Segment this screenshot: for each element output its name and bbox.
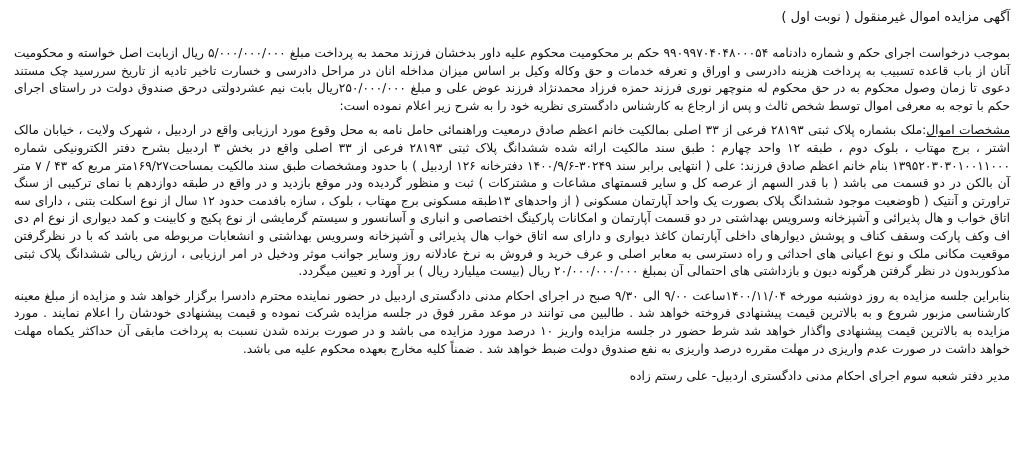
property-specifications-label: مشخصات اموال	[926, 123, 1010, 138]
title-spacer	[14, 28, 1010, 45]
auction-notice-document	[14, 0, 1010, 468]
paragraph-property-specifications	[14, 122, 1010, 280]
paragraph-judgment: بموجب درخواست اجرای حکم و شماره دادنامه ۹۹۰۹۹۷۰۴۰۴۸۰۰۰۵۴ حکم بر محکومیت محکوم علیه داور بدخشان فرزند محمد به پرداخت مبلغ ۵/۰۰۰/۰۰۰/۰۰۰ ریال ازبابت اصل خواسته و محکومیت آنان از باب قاعده تسبیب به پرداخت هزینه دادرسی و اوراق و تعرفه خدمات و حق وکاله وکیل بر اساس میزان مداخله انان در مراحل دادرسی و خسارت تاخیر تادیه از تاریخ سررسید چک مستند دعوی تا زمان وصول محکوم به در حق محکوم له منوچهر نوری فرزند حمزه فرزاد محمدنژاد فرزند عوض علی و مبلغ ۲۵۰/۰۰۰/۰۰۰ریال بابت نیم عشردولتی درحق صندوق دولت در راستای اجرای حکم با توجه به معرفی اموال توسط شخص ثالث و پس از ارجاع به کارشناس دادگستری نظریه خود را به شرح زیر اعلام نموده است:	[14, 46, 1011, 113]
document-title: آگهی مزایده اموال غیرمنقول ( نوبت اول )	[781, 10, 1010, 25]
signature-line: مدیر دفتر شعبه سوم اجرای احکام مدنی دادگستری اردبیل- علی رستم زاده	[629, 369, 1010, 384]
paragraph-auction-session: بنابراین جلسه مزایده به روز دوشنبه مورخه ۱۴۰۰/۱۱/۰۴ساعت ۹/۰۰ الی ۹/۳۰ صبح در اجرای احکام مدنی دادگستری اردبیل در حضور نماینده محترم دادسرا برگزار خواهد شد و مزایده از مبلغ معینه کارشناسی مزبور شروع و به بالاترین قیمت پیشنهادی فروخته خواهد شد . طالبین می توانند در موعد مقرر فوق در جلسه مزایده شرکت نموده و قیمت پیشنهادی خودشان را اعلام نمایند . مورد مزایده به بالاترین قیمت پیشنهادی واگذار خواهد شد شرط حضور در جلسه مزایده واریز ۱۰ درصد مورد مزایده می باشد و در صورت برنده شدن نسبت به پرداخت مابقی آن حداکثر یکماه مهلت خواهد داشت در صورت عدم واریزی در مهلت مقرره درصد واریزی به نفع صندوق دولت ضبط خواهد شد . ضمناً کلیه مخارج بعهده محکوم علیه می باشد.	[14, 288, 1010, 356]
paragraph-spacer	[14, 281, 1010, 288]
paragraph-spacer	[14, 115, 1010, 122]
property-specifications-text: :ملک بشماره پلاک ثبتی ۲۸۱۹۳ فرعی از ۳۳ اصلی بمالکیت خانم اعظم صادق درمعیت وراهنمائی حامل نامه به محل وقوع مورد ارزیابی واقع در اردبیل ، شهرک ولایت ، خیابان مالک اشتر ، برج مهتاب ، بلوک دوم ، طبقه ۱۲ واحد چهارم : طبق سند مالکیت ارائه شده ششدانگ پلاک ثبتی ۲۸۱۹۳ فرعی از ۳۳ اصلی واقع در بخش ۳ اردبیل بشرح دفتر الکترونیکی شماره ۱۳۹۵۲۰۳۰۳۰۱۰۰۱۱۰۰۰ بنام خانم اعظم صادق فرزند: علی ( انتهایی برابر سند ۳۰۲۴۹-۱۴۰۰/۹/۶ دفترخانه ۱۲۶ اردبیل ) با حدود ومشخصات طبق سند مالکیت بمساحت۱۶۹/۲۷متر مربع که ۴۳ / ۷ متر آن بالکن در دو قسمت می باشد ( با قدر السهم از عرصه کل و سایر قسمتهای مشاعات و مشترکات ) ثبت و منظور گردیده ودر موقع بازدید و در واقع در طبقه دوازدهم با نمای ترکیبی از سنگ تراورتن و آنتیک ( bوضعیت موجود ششدانگ پلاک بصورت یک واحد آپارتمان مسکونی ( از واحدهای ۱۳طبقه مسکونی برج مهتاب ، بلوک ، سازه بافدمت حدود ۱۲ سال از نوع اسکلت بتنی ، دارای سه اتاق خواب و هال پذیرائی و آشپزخانه وسرویس بهداشتی در دو قسمت آپارتمان و امکانات پارکینگ اختصاصی و انباری و آسانسور و سیستم گرمایشی از نوع پکیج و کابینت و کمد دیواری از نوع ام دی اف وکف پارکت وسقف کناف و پوشش دیوارهای داخلی آپارتمان کاغذ دیواری و دارای سه اتاق خواب هال پذیرائی و آشپزخانه وسرویس بهداشتی و انشعابات مربوطه می باشد که با در نظرگرفتن موقعیت مکانی ملک و نوع اعیانی های احداثی و راه دسترسی به معابر اصلی و عرف خرید و فروش به نرخ عادلانه روز وسایر جوانب موثر ودخیل در امر ارزیابی ، ارزش ریالی ششدانگ پلاک ثبتی مذکوربدون در نظر گرفتن هرگونه دیون و بازداشتی های احتمالی آن بمبلغ ۲۰/۰۰۰/۰۰۰/۰۰۰ ریال (بیست میلیارد ریال ) بر آورد و تعیین میگردد.	[14, 123, 1011, 279]
